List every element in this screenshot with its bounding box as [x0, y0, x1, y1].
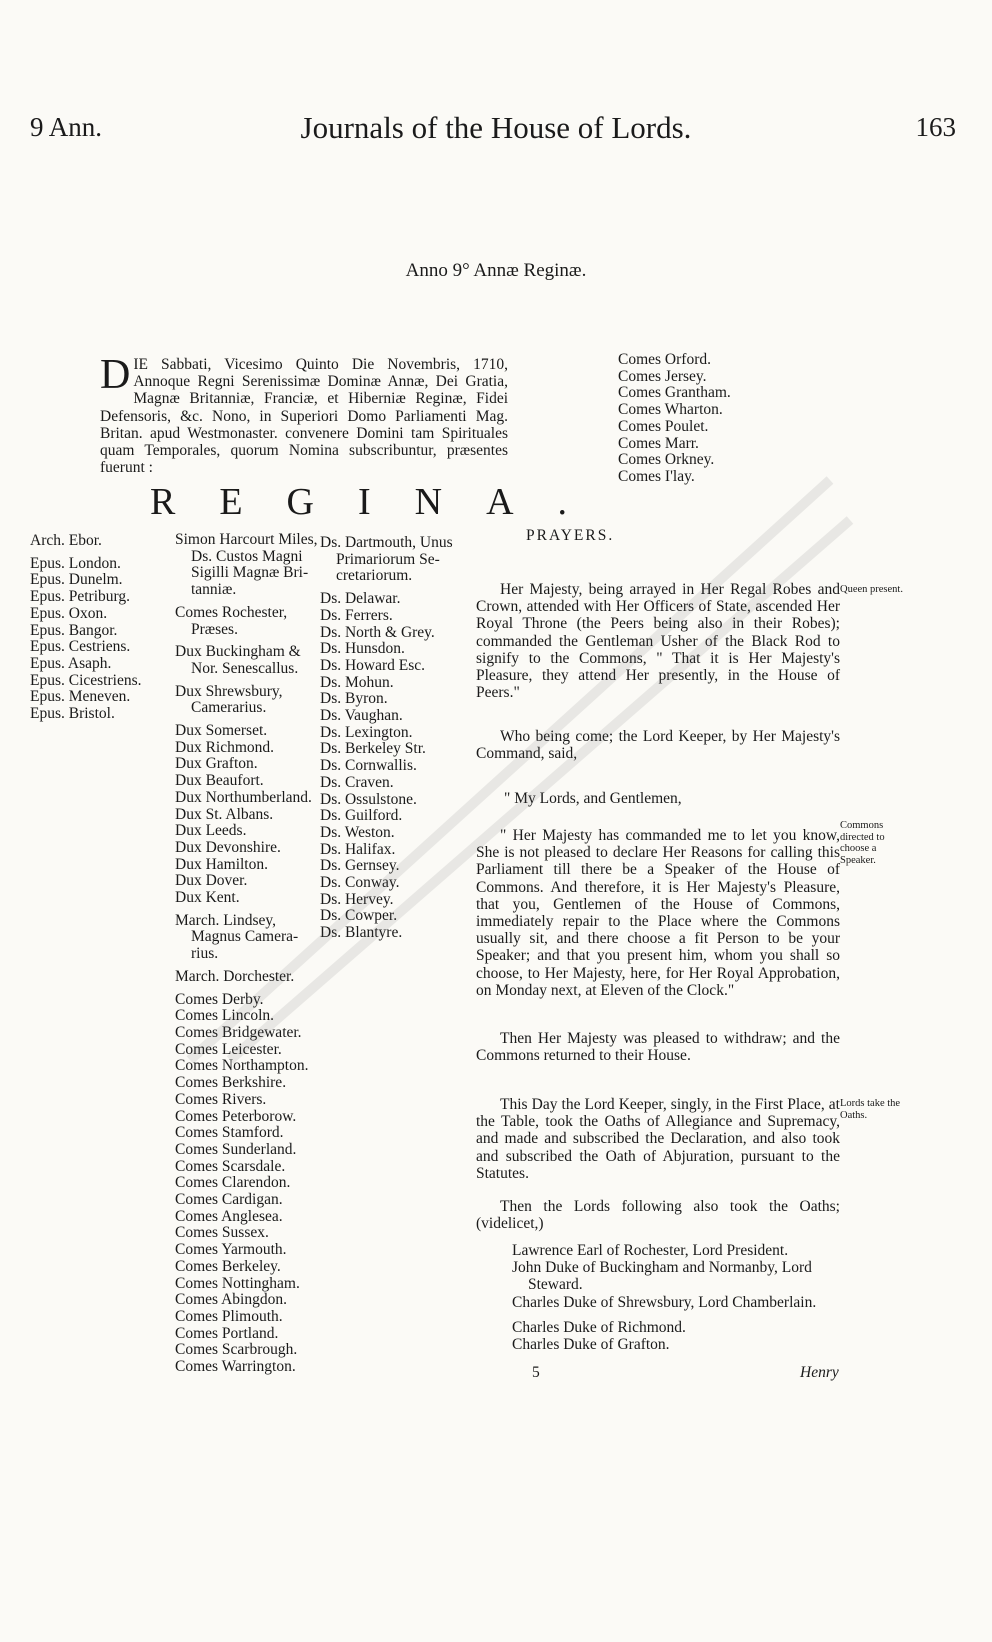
list-item: Comes Lincoln. — [175, 1007, 275, 1025]
list-item: Dux Grafton. — [175, 755, 258, 773]
oath-list — [512, 1242, 842, 1353]
oath-item: Charles Duke of Grafton. — [512, 1336, 670, 1354]
oath-item: John Duke of Buckingham and Normanby, Lord — [512, 1259, 812, 1277]
list-item: Ds. Ossulstone. — [320, 790, 417, 808]
list-item: Dux Beaufort. — [175, 772, 264, 790]
list-item: Epus. Meneven. — [30, 688, 131, 706]
list-item: Comes Sussex. — [175, 1224, 269, 1242]
list-item: Comes Scarsdale. — [175, 1157, 286, 1175]
list-item: Comes Plimouth. — [175, 1307, 283, 1325]
earls-continued-list — [618, 352, 818, 486]
prayers-heading: PRAYERS. — [526, 527, 615, 544]
list-item: Ds. Gernsey. — [320, 857, 400, 875]
list-item-cont: Primariorum Se- — [336, 550, 440, 568]
list-item: Ds. Weston. — [320, 823, 395, 841]
list-item: Comes Orford. — [618, 351, 711, 368]
list-item: Comes Berkeley. — [175, 1257, 281, 1275]
list-item: Dux Dover. — [175, 872, 248, 890]
who-paragraph: Who being come; the Lord Keeper, by Her Majesty's Command, said, — [476, 728, 840, 763]
list-item: Dux Northumberland. — [175, 788, 312, 806]
oath-item: Charles Duke of Richmond. — [512, 1318, 686, 1336]
list-item: Ds. Dartmouth, Unus — [320, 534, 453, 551]
list-item: Dux Kent. — [175, 889, 240, 907]
list-item: Dux Leeds. — [175, 822, 247, 840]
list-item: Epus. Asaph. — [30, 654, 112, 672]
list-item: Comes Abingdon. — [175, 1291, 287, 1309]
list-item: Comes Stamford. — [175, 1124, 284, 1142]
queen-paragraph: Her Majesty, being arrayed in Her Regal Robes and Crown, attended with Her Officers of State, ascended Her Royal Throne (the Peers being also in their Robes); commanded the Gentleman Usher of the Black Rod to signify to the Commons, " That it is Her Majesty's Pleasure, they attend Her presently, in the House of Peers." — [476, 581, 840, 702]
list-item: Epus. Oxon. — [30, 604, 108, 622]
list-item-cont: Ds. Custos Magni — [191, 547, 303, 565]
drop-cap: D — [100, 352, 131, 398]
list-item: Comes Portland. — [175, 1324, 279, 1342]
list-item: Comes Wharton. — [618, 401, 723, 419]
dukes-list — [175, 723, 320, 907]
peers-column — [175, 532, 320, 1376]
list-item: Ds. Delawar. — [320, 590, 401, 608]
regina-heading: REGINA. — [150, 481, 612, 523]
list-item: Ds. Blantyre. — [320, 924, 403, 942]
withdraw-paragraph: Then Her Majesty was pleased to withdraw; and the Commons returned to their House. — [476, 1030, 840, 1065]
intro-text: IE Sabbati, Vicesimo Quinto Die Novembris, 1710, Annoque Regni Serenissimæ Dominæ Annæ, Dei Gratia, Magnæ Britanniæ, Franciæ, et Hiberniæ Reginæ, Fidei Defensoris, &c. Nono, in Superiori Domo Parliamenti Mag. Britan. apud Westmonaster. convenere Domini tam Spirituales quam Temporales, quorum Nomina subscribuntur, præsentes fuerunt : — [100, 356, 508, 477]
list-item: March. Dorchester. — [175, 967, 295, 985]
list-item: Dux Somerset. — [175, 722, 268, 740]
salutation: " My Lords, and Gentlemen, — [504, 790, 682, 807]
intro-paragraph — [100, 352, 508, 477]
bishops-column — [30, 533, 165, 723]
list-item: Epus. Petriburg. — [30, 588, 131, 606]
list-item: Epus. Bangor. — [30, 621, 118, 639]
list-item: Comes Leicester. — [175, 1040, 282, 1058]
oath-item: Charles Duke of Shrewsbury, Lord Chamberlain. — [512, 1293, 817, 1311]
list-item-cont: Camerarius. — [191, 699, 267, 717]
running-head-title: Journals of the House of Lords. — [300, 110, 692, 145]
list-item: Simon Harcourt Miles, — [175, 531, 318, 548]
list-item: Comes Cardigan. — [175, 1191, 283, 1209]
list-item: Comes Nottingham. — [175, 1274, 300, 1292]
list-item: Dux Hamilton. — [175, 855, 268, 873]
list-item: Dux Buckingham & — [175, 643, 301, 661]
catchword: Henry — [800, 1364, 839, 1381]
keeper-paragraph: This Day the Lord Keeper, singly, in the First Place, at the Table, took the Oaths of Allegiance and Supremacy, and made and subscribed the Declaration, and also took and subscribed the Oath of Abjuration, pursuant to the Statutes. — [476, 1096, 840, 1182]
list-item: Comes Rivers. — [175, 1090, 267, 1108]
list-item: Ds. Berkeley Str. — [320, 740, 426, 758]
list-item: Ds. Halifax. — [320, 840, 396, 858]
page-number: 163 — [915, 112, 956, 142]
list-item-cont: tanniæ. — [191, 581, 237, 599]
list-item: Comes Rochester, — [175, 603, 288, 621]
oath-item-cont: Steward. — [528, 1276, 583, 1294]
list-item: Comes Poulet. — [618, 417, 709, 435]
list-item: Comes Peterborow. — [175, 1107, 297, 1125]
list-item: Comes Northampton. — [175, 1057, 309, 1075]
margin-note-lords: Lords take the Oaths. — [840, 1098, 901, 1121]
list-item: Ds. Byron. — [320, 690, 388, 708]
list-item-cont: cretariorum. — [336, 567, 413, 585]
list-item: Comes Bridgewater. — [175, 1023, 302, 1041]
earls-continued-column — [618, 352, 818, 486]
list-item: Dux Shrewsbury, — [175, 682, 283, 700]
list-item-cont: Nor. Senescallus. — [191, 659, 299, 677]
list-item: Comes Berkshire. — [175, 1074, 287, 1092]
list-item: Ds. Guilford. — [320, 807, 403, 825]
list-item: Comes Scarbrough. — [175, 1341, 298, 1359]
list-item: Ds. Howard Esc. — [320, 656, 426, 674]
list-item: Comes Clarendon. — [175, 1174, 291, 1192]
list-item: Epus. Cestriens. — [30, 638, 131, 656]
margin-note-queen: Queen present. — [840, 584, 903, 595]
list-item: Ds. Lexington. — [320, 723, 413, 741]
list-item: Ds. Cowper. — [320, 907, 398, 925]
running-head-left: 9 Ann. — [30, 112, 103, 142]
list-item-cont: Præses. — [191, 620, 238, 638]
list-item: Arch. Ebor. — [30, 532, 102, 549]
speech-paragraph: " Her Majesty has commanded me to let you know, She is not pleased to declare Her Reasons for calling this Parliament till there be a Speaker of the House of Commons. And therefore, it is Her Majesty's Pleasure, that you, Gentlemen of the House of Commons, immediately repair to the Place where the Commons usually sit, and there choose a fit Person to be your Speaker; and that you present him, whom you shall so choose, to Her Majesty, here, for Her Royal Approbation, on Monday next, at Eleven of the Clock." — [476, 827, 840, 999]
list-item: Comes Grantham. — [618, 384, 731, 402]
list-item: Comes Orkney. — [618, 451, 715, 469]
list-item: Epus. Dunelm. — [30, 571, 123, 589]
list-item: Comes Yarmouth. — [175, 1241, 287, 1259]
list-item: Ds. Hunsdon. — [320, 640, 405, 658]
list-item-cont: rius. — [191, 945, 219, 963]
list-item-cont: Magnus Camera- — [191, 928, 299, 946]
list-item: Ds. Hervey. — [320, 890, 394, 908]
list-item: Dux Devonshire. — [175, 838, 281, 856]
list-item: Comes Warrington. — [175, 1358, 296, 1376]
list-item: March. Lindsey, — [175, 911, 277, 929]
list-item: Comes Sunderland. — [175, 1140, 297, 1158]
list-item: Epus. Cicestriens. — [30, 671, 142, 689]
earls-list — [175, 992, 320, 1376]
list-item: Dux Richmond. — [175, 738, 275, 756]
spacer — [512, 1311, 842, 1319]
list-item: Epus. Bristol. — [30, 705, 115, 723]
list-item: Ds. Vaughan. — [320, 707, 403, 725]
list-item: Ds. Cornwallis. — [320, 757, 417, 775]
list-item: Comes Derby. — [175, 990, 264, 1008]
barons-column — [320, 535, 480, 942]
signature-mark: 5 — [532, 1364, 540, 1381]
list-item: Comes Jersey. — [618, 367, 707, 385]
list-item: Comes Marr. — [618, 434, 699, 452]
list-item: Ds. Craven. — [320, 773, 394, 791]
section-title: Anno 9° Annæ Reginæ. — [405, 260, 587, 281]
list-item: Comes Anglesea. — [175, 1207, 283, 1225]
list-item: Ds. Ferrers. — [320, 606, 393, 624]
barons-list — [320, 591, 480, 942]
list-item-cont: Sigilli Magnæ Bri- — [191, 564, 309, 582]
list-item: Ds. Mohun. — [320, 673, 394, 691]
margin-note-commons: Commons directed to choose a Speaker. — [840, 820, 885, 866]
list-item: Comes I'lay. — [618, 467, 695, 485]
following-paragraph: Then the Lords following also took the Oaths; (videlicet,) — [476, 1198, 840, 1233]
list-item: Ds. North & Grey. — [320, 623, 435, 641]
list-item: Ds. Conway. — [320, 874, 400, 892]
oath-item: Lawrence Earl of Rochester, Lord President. — [512, 1242, 789, 1259]
list-item: Dux St. Albans. — [175, 805, 274, 823]
list-item: Epus. London. — [30, 554, 121, 572]
